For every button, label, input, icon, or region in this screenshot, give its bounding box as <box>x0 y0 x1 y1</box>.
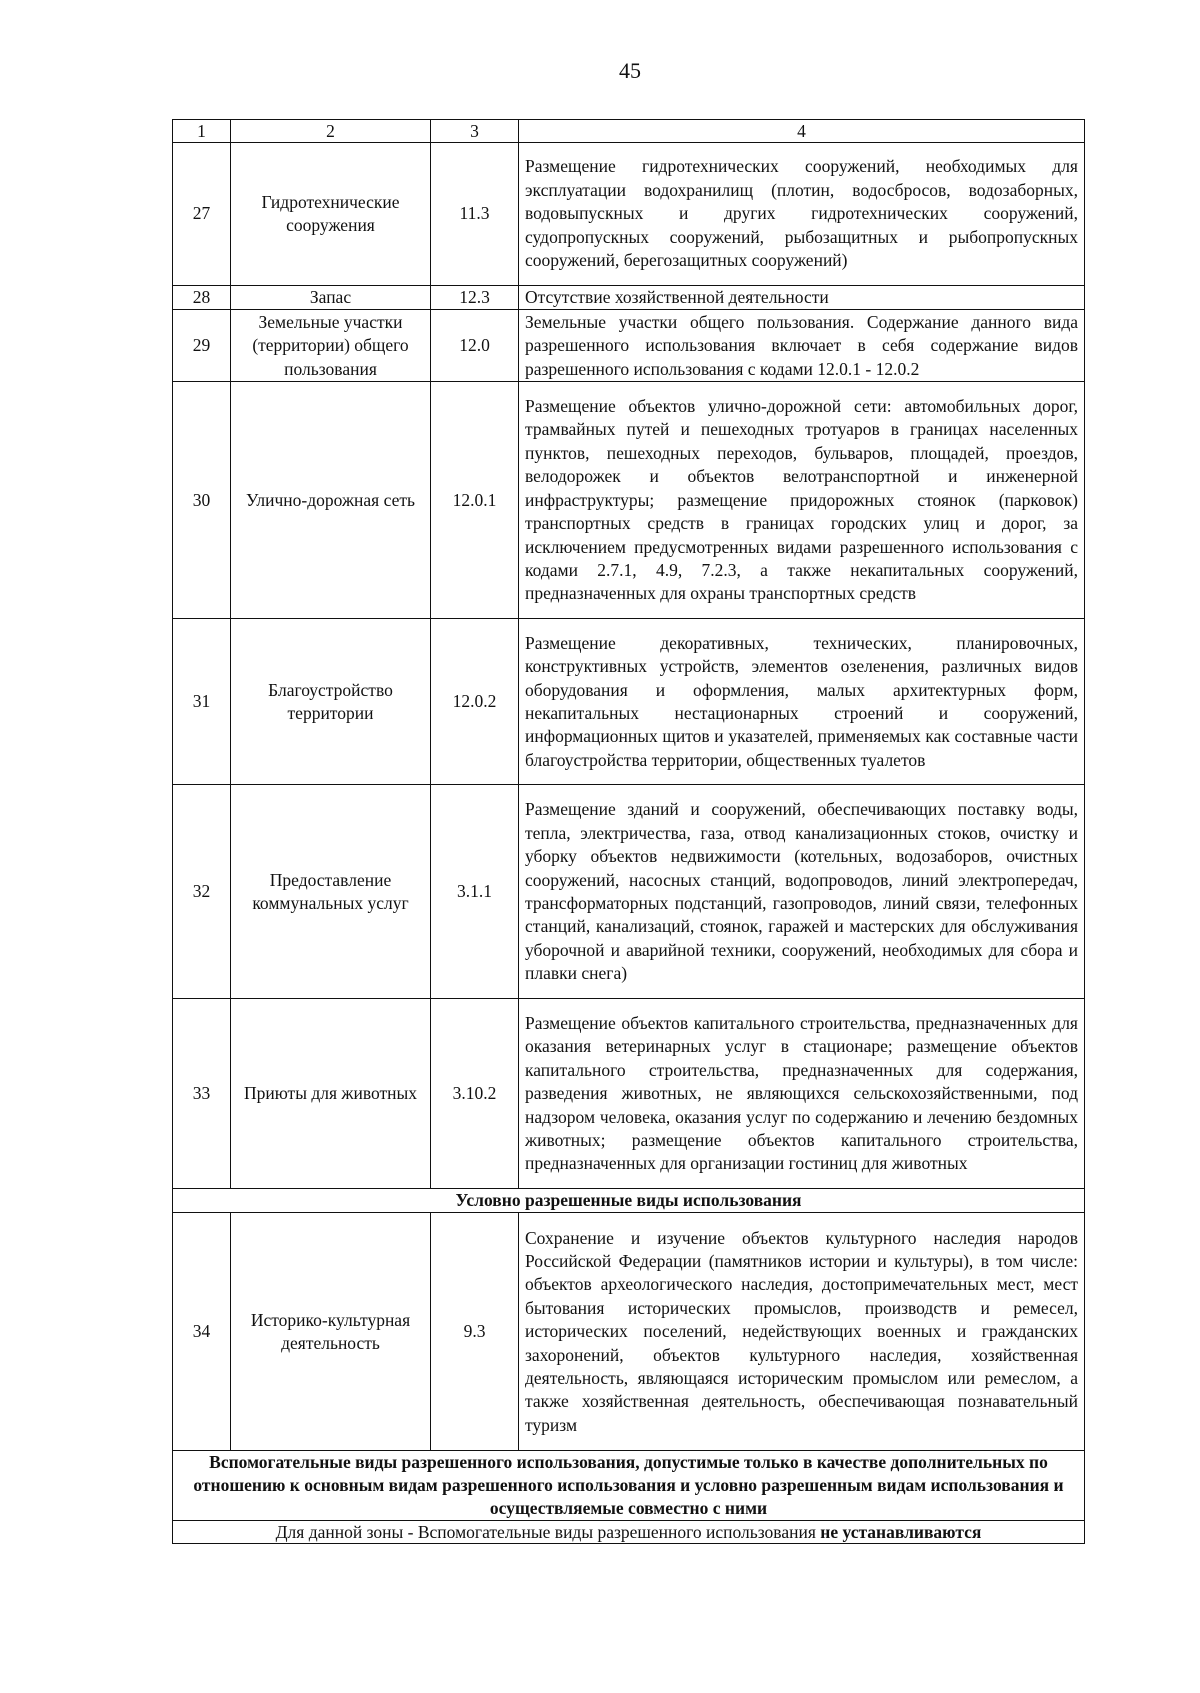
land-use-description: Размещение объектов капитального строительства, предназначенных для оказания ветеринарных услуг в стационаре; размещение объектов капитального строительства, предназначенных для содержания, разведения животных, не являющихся сельскохозяйственными, под надзором человека, оказания услуг по содержанию и лечению бездомных животных; размещение объектов капитального строительства, предназначенных для организации гостиниц для животных <box>519 999 1085 1189</box>
land-use-name: Земельные участки (территории) общего пользования <box>231 310 431 382</box>
land-use-code: 12.3 <box>431 286 519 310</box>
header-cell: 2 <box>231 120 431 143</box>
land-use-code: 12.0.2 <box>431 619 519 785</box>
row-number: 29 <box>173 310 231 382</box>
table-row <box>173 286 1085 310</box>
land-use-code: 3.10.2 <box>431 999 519 1189</box>
header-cell: 4 <box>519 120 1085 143</box>
land-use-name: Приюты для животных <box>231 999 431 1189</box>
header-cell: 1 <box>173 120 231 143</box>
section-row <box>173 1451 1085 1521</box>
row-number: 32 <box>173 785 231 999</box>
land-use-code: 11.3 <box>431 143 519 286</box>
land-use-description: Размещение зданий и сооружений, обеспечивающих поставку воды, тепла, электричества, газа, отвод канализационных стоков, очистку и уборку объектов недвижимости (котельных, водозаборов, очистных сооружений, насосных станций, водопроводов, линий электропередач, трансформаторных подстанций, газопроводов, линий связи, телефонных станций, канализаций, стоянок, гаражей и мастерских для обслуживания уборочной и аварийной техники, сооружений, необходимых для сбора и плавки снега) <box>519 785 1085 999</box>
land-use-name: Гидротехнические сооружения <box>231 143 431 286</box>
land-use-name: Запас <box>231 286 431 310</box>
table-row <box>173 143 1085 286</box>
conditional-section-title: Условно разрешенные виды использования <box>173 1189 1085 1213</box>
footer-note-emphasis: не устанавливаются <box>820 1522 982 1543</box>
table-row <box>173 619 1085 785</box>
row-number: 34 <box>173 1213 231 1451</box>
footer-note-prefix: Для данной зоны - Вспомогательные виды разрешенного использования <box>275 1522 821 1543</box>
table-row <box>173 382 1085 619</box>
section-row <box>173 1189 1085 1213</box>
page-number: 45 <box>619 58 641 83</box>
table-row <box>173 999 1085 1189</box>
land-use-description: Отсутствие хозяйственной деятельности <box>519 286 1085 310</box>
land-use-code: 12.0.1 <box>431 382 519 619</box>
row-number: 28 <box>173 286 231 310</box>
land-use-description: Размещение объектов улично-дорожной сети: автомобильных дорог, трамвайных путей и пешеходных тротуаров в границах населенных пунктов, пешеходных переходов, бульваров, площадей, проездов, велодорожек и объектов велотранспортной и инженерной инфраструктуры; размещение придорожных стоянок (парковок) транспортных средств в границах городских улиц и дорог, за исключением предусмотренных видами разрешенного использования с кодами 2.7.1, 4.9, 7.2.3, а также некапитальных сооружений, предназначенных для охраны транспортных средств <box>519 382 1085 619</box>
header-cell: 3 <box>431 120 519 143</box>
land-use-description: Сохранение и изучение объектов культурного наследия народов Российской Федерации (памятников истории и культуры), в том числе: объектов археологического наследия, достопримечательных мест, мест бытования исторических промыслов, производств и ремесел, исторических поселений, недействующих военных и гражданских захоронений, объектов культурного наследия, хозяйственная деятельность, являющаяся историческим промыслом или ремеслом, а также хозяйственная деятельность, обеспечивающая познавательный туризм <box>519 1213 1085 1451</box>
footer-note <box>173 1521 1085 1544</box>
row-number: 30 <box>173 382 231 619</box>
row-number: 27 <box>173 143 231 286</box>
table-row <box>173 1213 1085 1451</box>
land-use-description: Размещение декоративных, технических, планировочных, конструктивных устройств, элементов озеленения, различных видов оборудования и оформления, малых архитектурных форм, некапитальных нестационарных строений и сооружений, информационных щитов и указателей, применяемых как составные части благоустройства территории, общественных туалетов <box>519 619 1085 785</box>
land-use-table <box>172 119 1085 1544</box>
auxiliary-section-title: Вспомогательные виды разрешенного использования, допустимые только в качестве дополнительных по отношению к основным видам разрешенного использования и условно разрешенным видам использования и осуществляемые совместно с ними <box>173 1451 1085 1521</box>
land-use-name: Предоставление коммунальных услуг <box>231 785 431 999</box>
land-use-description: Размещение гидротехнических сооружений, необходимых для эксплуатации водохранилищ (плотин, водосбросов, водозаборных, водовыпускных и других гидротехнических сооружений, судопропускных сооружений, рыбозащитных и рыбопропускных сооружений, берегозащитных сооружений) <box>519 143 1085 286</box>
land-use-name: Улично-дорожная сеть <box>231 382 431 619</box>
land-use-description: Земельные участки общего пользования. Содержание данного вида разрешенного использования включает в себя содержание видов разрешенного использования с кодами 12.0.1 - 12.0.2 <box>519 310 1085 382</box>
row-number: 33 <box>173 999 231 1189</box>
table-row <box>173 310 1085 382</box>
land-use-code: 9.3 <box>431 1213 519 1451</box>
table-row <box>173 785 1085 999</box>
table-header-row <box>173 120 1085 143</box>
land-use-code: 12.0 <box>431 310 519 382</box>
row-number: 31 <box>173 619 231 785</box>
land-use-code: 3.1.1 <box>431 785 519 999</box>
land-use-name: Благоустройство территории <box>231 619 431 785</box>
footer-row <box>173 1521 1085 1544</box>
land-use-name: Историко-культурная деятельность <box>231 1213 431 1451</box>
